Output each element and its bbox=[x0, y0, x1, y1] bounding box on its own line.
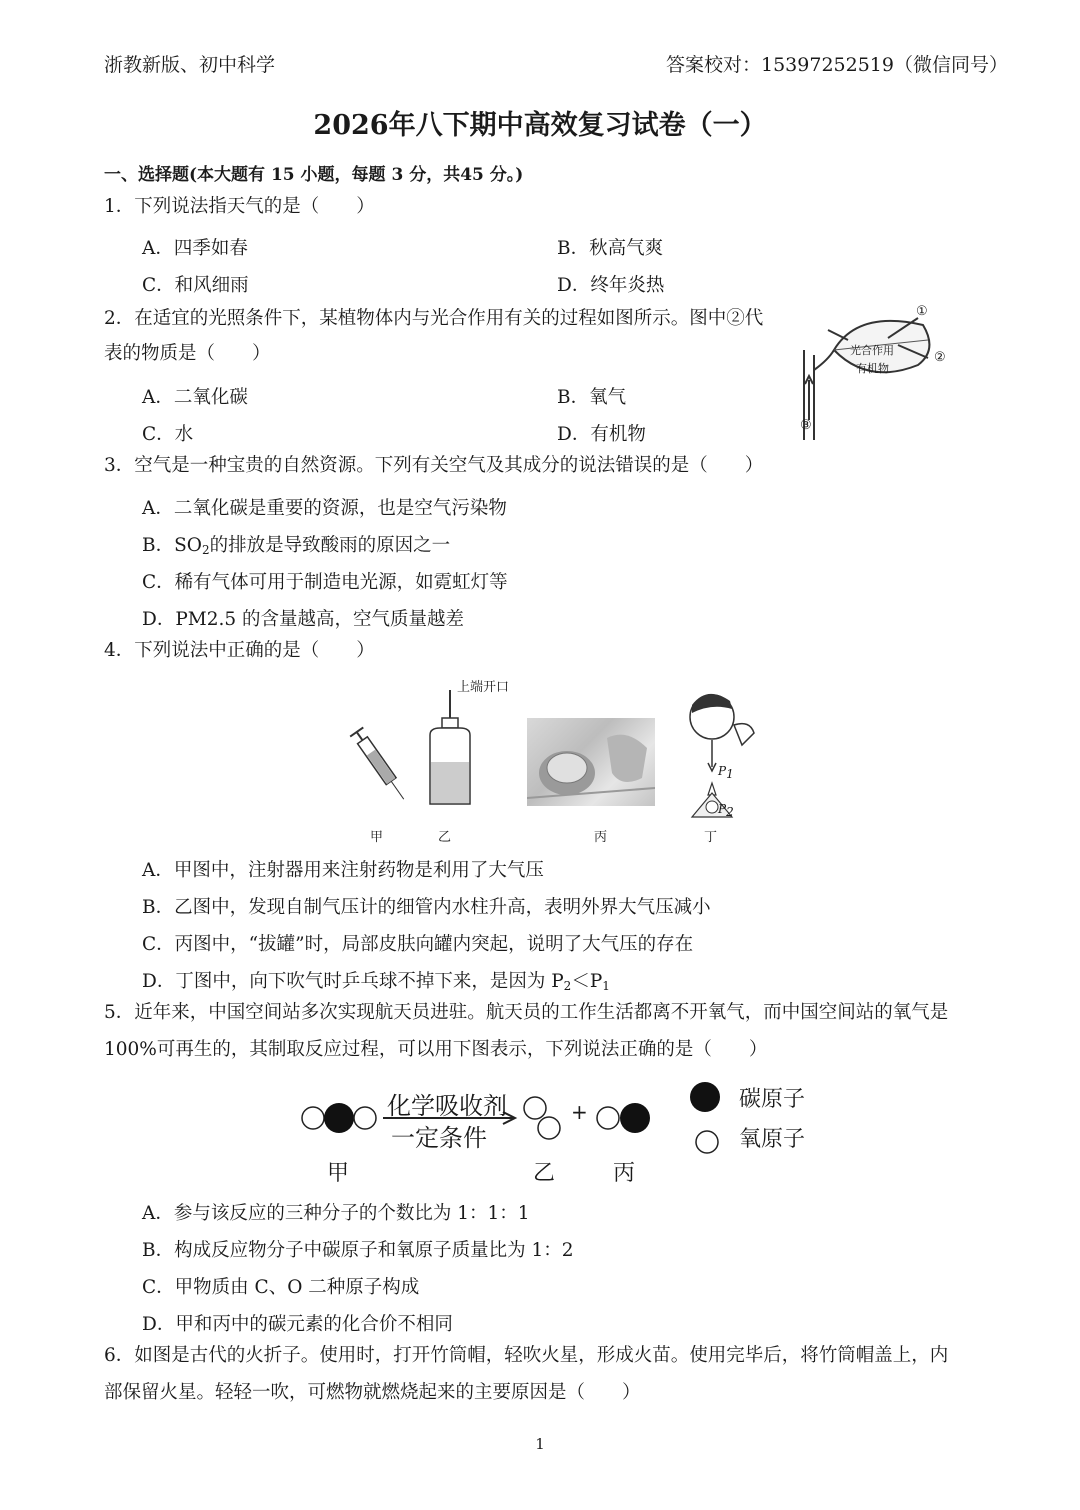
fig-label-photosynthesis: 光合作用 bbox=[850, 344, 894, 357]
q4-stem: 4．下列说法中正确的是（ ） bbox=[104, 640, 375, 661]
jia-oxygen-atom-1 bbox=[302, 1107, 324, 1129]
header-left: 浙教新版、初中科学 bbox=[104, 54, 276, 76]
plus-sign: + bbox=[571, 1100, 588, 1124]
q2-option-b: B．氧气 bbox=[557, 387, 627, 408]
label-jia: 甲 bbox=[327, 1161, 350, 1186]
section-heading: 一、选择题(本大题有 15 小题，每题 3 分，共45 分。) bbox=[104, 165, 524, 185]
fig-label-yi: 乙 bbox=[438, 830, 452, 845]
label-yi: 乙 bbox=[533, 1161, 556, 1186]
legend-carbon-atom bbox=[690, 1082, 720, 1112]
fig-label-ding: 丁 bbox=[704, 830, 718, 845]
fig-label-1: ① bbox=[916, 304, 928, 319]
q3-option-b: B．$SO_2$的排放是导致酸雨的原因之一 bbox=[142, 535, 451, 557]
q2-option-c: C．水 bbox=[142, 424, 194, 445]
blowing-funnel-figure bbox=[662, 685, 762, 830]
q3-option-c: C．稀有气体可用于制造电光源，如霓虹灯等 bbox=[142, 572, 508, 593]
q4-option-c: C．丙图中，“拔罐”时，局部皮肤向罐内突起，说明了大气压的存在 bbox=[142, 934, 694, 955]
p1-label: $P_1$ bbox=[718, 764, 734, 781]
q1-option-b: B．秋高气爽 bbox=[557, 238, 664, 259]
q5-option-c: C．甲物质由 C、O 二种原子构成 bbox=[142, 1277, 420, 1298]
q4-option-a: A．甲图中，注射器用来注射药物是利用了大气压 bbox=[142, 860, 544, 881]
yi-oxygen-atom-2 bbox=[538, 1117, 560, 1139]
jia-oxygen-atom-2 bbox=[354, 1107, 376, 1129]
fig-label-organic: 有机物 bbox=[856, 362, 889, 375]
q1-option-a: A．四季如春 bbox=[142, 238, 248, 259]
condition-absorbent: 化学吸收剂 bbox=[387, 1092, 507, 1120]
leaf-photosynthesis-figure bbox=[788, 300, 958, 440]
legend-carbon-label: 碳原子 bbox=[739, 1087, 806, 1112]
q5-stem-line1: 5．近年来，中国空间站多次实现航天员进驻。航天员的工作生活都离不开氧气，而中国空间站的氧气是 bbox=[104, 1002, 949, 1023]
barometer-top-label: 上端开口 bbox=[457, 680, 510, 695]
legend-oxygen-atom bbox=[696, 1131, 718, 1153]
q4-option-b: B．乙图中，发现自制气压计的细管内水柱升高，表明外界大气压减小 bbox=[142, 897, 711, 918]
bing-carbon-atom bbox=[620, 1103, 650, 1133]
q2-stem-line2: 表的物质是（ ） bbox=[104, 343, 271, 364]
q3-stem: 3．空气是一种宝贵的自然资源。下列有关空气及其成分的说法错误的是（ ） bbox=[104, 455, 764, 476]
q5-option-d: D．甲和丙中的碳元素的化合价不相同 bbox=[142, 1314, 453, 1335]
page-title: 2026年八下期中高效复习试卷（一） bbox=[313, 110, 767, 141]
q1-option-d: D．终年炎热 bbox=[557, 275, 665, 296]
reaction-figure bbox=[295, 1080, 815, 1185]
q1-option-c: C．和风细雨 bbox=[142, 275, 249, 296]
q3-option-a: A．二氧化碳是重要的资源，也是空气污染物 bbox=[142, 498, 507, 519]
cupping-photo bbox=[527, 718, 655, 806]
jia-carbon-atom bbox=[324, 1103, 354, 1133]
q6-stem-line2: 部保留火星。轻轻一吹，可燃物就燃烧起来的主要原因是（ ） bbox=[104, 1382, 641, 1403]
yi-oxygen-atom-1 bbox=[524, 1097, 546, 1119]
page-number: 1 bbox=[535, 1435, 545, 1453]
q4-option-d: D．丁图中，向下吹气时乒乓球不掉下来，是因为 $P_2<P_1$ bbox=[142, 971, 610, 993]
q2-option-d: D．有机物 bbox=[557, 424, 646, 445]
q4-figures bbox=[340, 670, 760, 845]
fig-label-jia: 甲 bbox=[370, 830, 384, 845]
condition-certain: 一定条件 bbox=[391, 1124, 487, 1152]
syringe-figure bbox=[345, 725, 415, 810]
q2-stem-line1: 2．在适宜的光照条件下，某植物体内与光合作用有关的过程如图所示。图中②代 bbox=[104, 308, 764, 329]
p2-label: $P_2$ bbox=[718, 802, 734, 819]
header-right: 答案校对：15397252519（微信同号） bbox=[666, 54, 1008, 76]
q3-option-d: D．PM2.5 的含量越高，空气质量越差 bbox=[142, 609, 465, 630]
label-bing: 丙 bbox=[613, 1161, 636, 1186]
fig-label-3: ③ bbox=[800, 418, 812, 433]
bing-oxygen-atom bbox=[597, 1107, 619, 1129]
fig-label-2: ② bbox=[934, 350, 946, 365]
q5-stem-line2: 100%可再生的，其制取反应过程，可以用下图表示，下列说法正确的是（ ） bbox=[104, 1039, 768, 1060]
fig-label-bing: 丙 bbox=[594, 830, 608, 845]
q5-option-a: A．参与该反应的三种分子的个数比为 1：1：1 bbox=[142, 1203, 530, 1224]
q2-option-a: A．二氧化碳 bbox=[142, 387, 248, 408]
q1-stem: 1．下列说法指天气的是（ ） bbox=[104, 196, 375, 217]
q6-stem-line1: 6．如图是古代的火折子。使用时，打开竹筒帽，轻吹火星，形成火苗。使用完毕后，将竹筒帽盖上，内 bbox=[104, 1345, 949, 1366]
q5-option-b: B．构成反应物分子中碳原子和氧原子质量比为 1：2 bbox=[142, 1240, 574, 1261]
legend-oxygen-label: 氧原子 bbox=[739, 1127, 806, 1152]
